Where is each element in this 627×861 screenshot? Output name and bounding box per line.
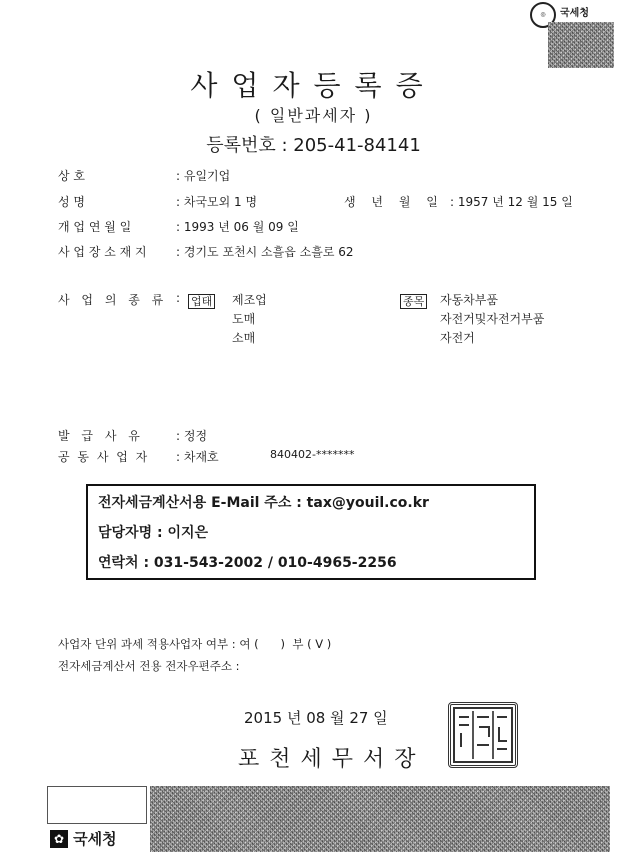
einvoice-email-line: 전자세금계산서용 E-Mail 주소 : tax@youil.co.kr bbox=[98, 495, 429, 511]
category-item: 도매 bbox=[232, 312, 256, 326]
birth-value: : 1957 년 12 월 15 일 bbox=[450, 195, 573, 209]
co-owner-id: 840402-******* bbox=[270, 448, 355, 461]
opening-date-label: 개 업 연 월 일 bbox=[58, 220, 132, 234]
address-value: : 경기도 포천시 소흘읍 소흘로 62 bbox=[176, 245, 354, 259]
agency-label: 국세청 bbox=[560, 8, 589, 19]
opening-date-value: : 1993 년 06 월 09 일 bbox=[176, 220, 299, 234]
item-tag-text: 종목 bbox=[400, 294, 427, 309]
category-tag-text: 업태 bbox=[188, 294, 215, 309]
address-label: 사 업 장 소 재 지 bbox=[58, 245, 147, 259]
trade-name-label: 상 호 bbox=[58, 169, 85, 183]
category-item: 제조업 bbox=[232, 293, 267, 307]
einvoice-contact-box bbox=[86, 484, 536, 580]
co-owner-value: : 차재호 bbox=[176, 450, 219, 464]
item-entry: 자전거및자전거부품 bbox=[440, 312, 545, 326]
manager-name-line: 담당자명 : 이지은 bbox=[98, 525, 209, 541]
birth-label: 생 년 월 일 bbox=[344, 195, 444, 209]
category-tag bbox=[188, 290, 215, 309]
issue-reason-label: 발 급 사 유 bbox=[58, 429, 144, 443]
representative-value: : 차국모외 1 명 bbox=[176, 195, 258, 209]
barcode-noise bbox=[548, 22, 614, 68]
footer-blank-box bbox=[47, 786, 147, 824]
co-owner-label: 공 동 사 업 자 bbox=[58, 450, 150, 464]
business-type-label: 사 업 의 종 류 bbox=[58, 293, 168, 307]
representative-label: 성 명 bbox=[58, 195, 85, 209]
unit-tax-line: 사업자 단위 과세 적용사업자 여부 : 여 ( ) 부 ( V ) bbox=[58, 637, 332, 651]
item-entry: 자전거 bbox=[440, 331, 475, 345]
contact-phone-line: 연락처 : 031-543-2002 / 010-4965-2256 bbox=[98, 555, 397, 571]
registration-number bbox=[0, 131, 627, 157]
tax-office-name: 포천세무서장 bbox=[238, 747, 426, 772]
agency-emblem-icon: ◎ bbox=[530, 2, 556, 28]
einvoice-address-line: 전자세금계산서 전용 전자우편주소 : bbox=[58, 659, 240, 673]
item-entry: 자동차부품 bbox=[440, 293, 498, 307]
item-tag bbox=[400, 290, 427, 309]
reg-number-label: 등록번호 : bbox=[206, 135, 288, 156]
seal-graphic bbox=[451, 705, 515, 765]
top-right-stamp bbox=[526, 2, 622, 70]
issue-date: 2015 년 08 월 27 일 bbox=[244, 709, 388, 727]
issue-reason-value: : 정정 bbox=[176, 429, 208, 443]
reg-number-value: 205-41-84141 bbox=[293, 135, 421, 156]
footer-logo-label: 국세청 bbox=[73, 830, 117, 848]
page-subtitle: ( 일반과세자 ) bbox=[254, 106, 373, 125]
nts-logo-icon: ✿ bbox=[50, 830, 68, 848]
footer-noise-band bbox=[150, 786, 610, 852]
category-item: 소매 bbox=[232, 331, 256, 345]
trade-name-value: : 유일기업 bbox=[176, 169, 231, 183]
official-seal-icon bbox=[448, 702, 518, 768]
page-title: 사업자등록증 bbox=[190, 69, 437, 102]
business-type-colon: : bbox=[176, 291, 181, 305]
footer-logo bbox=[50, 828, 117, 849]
